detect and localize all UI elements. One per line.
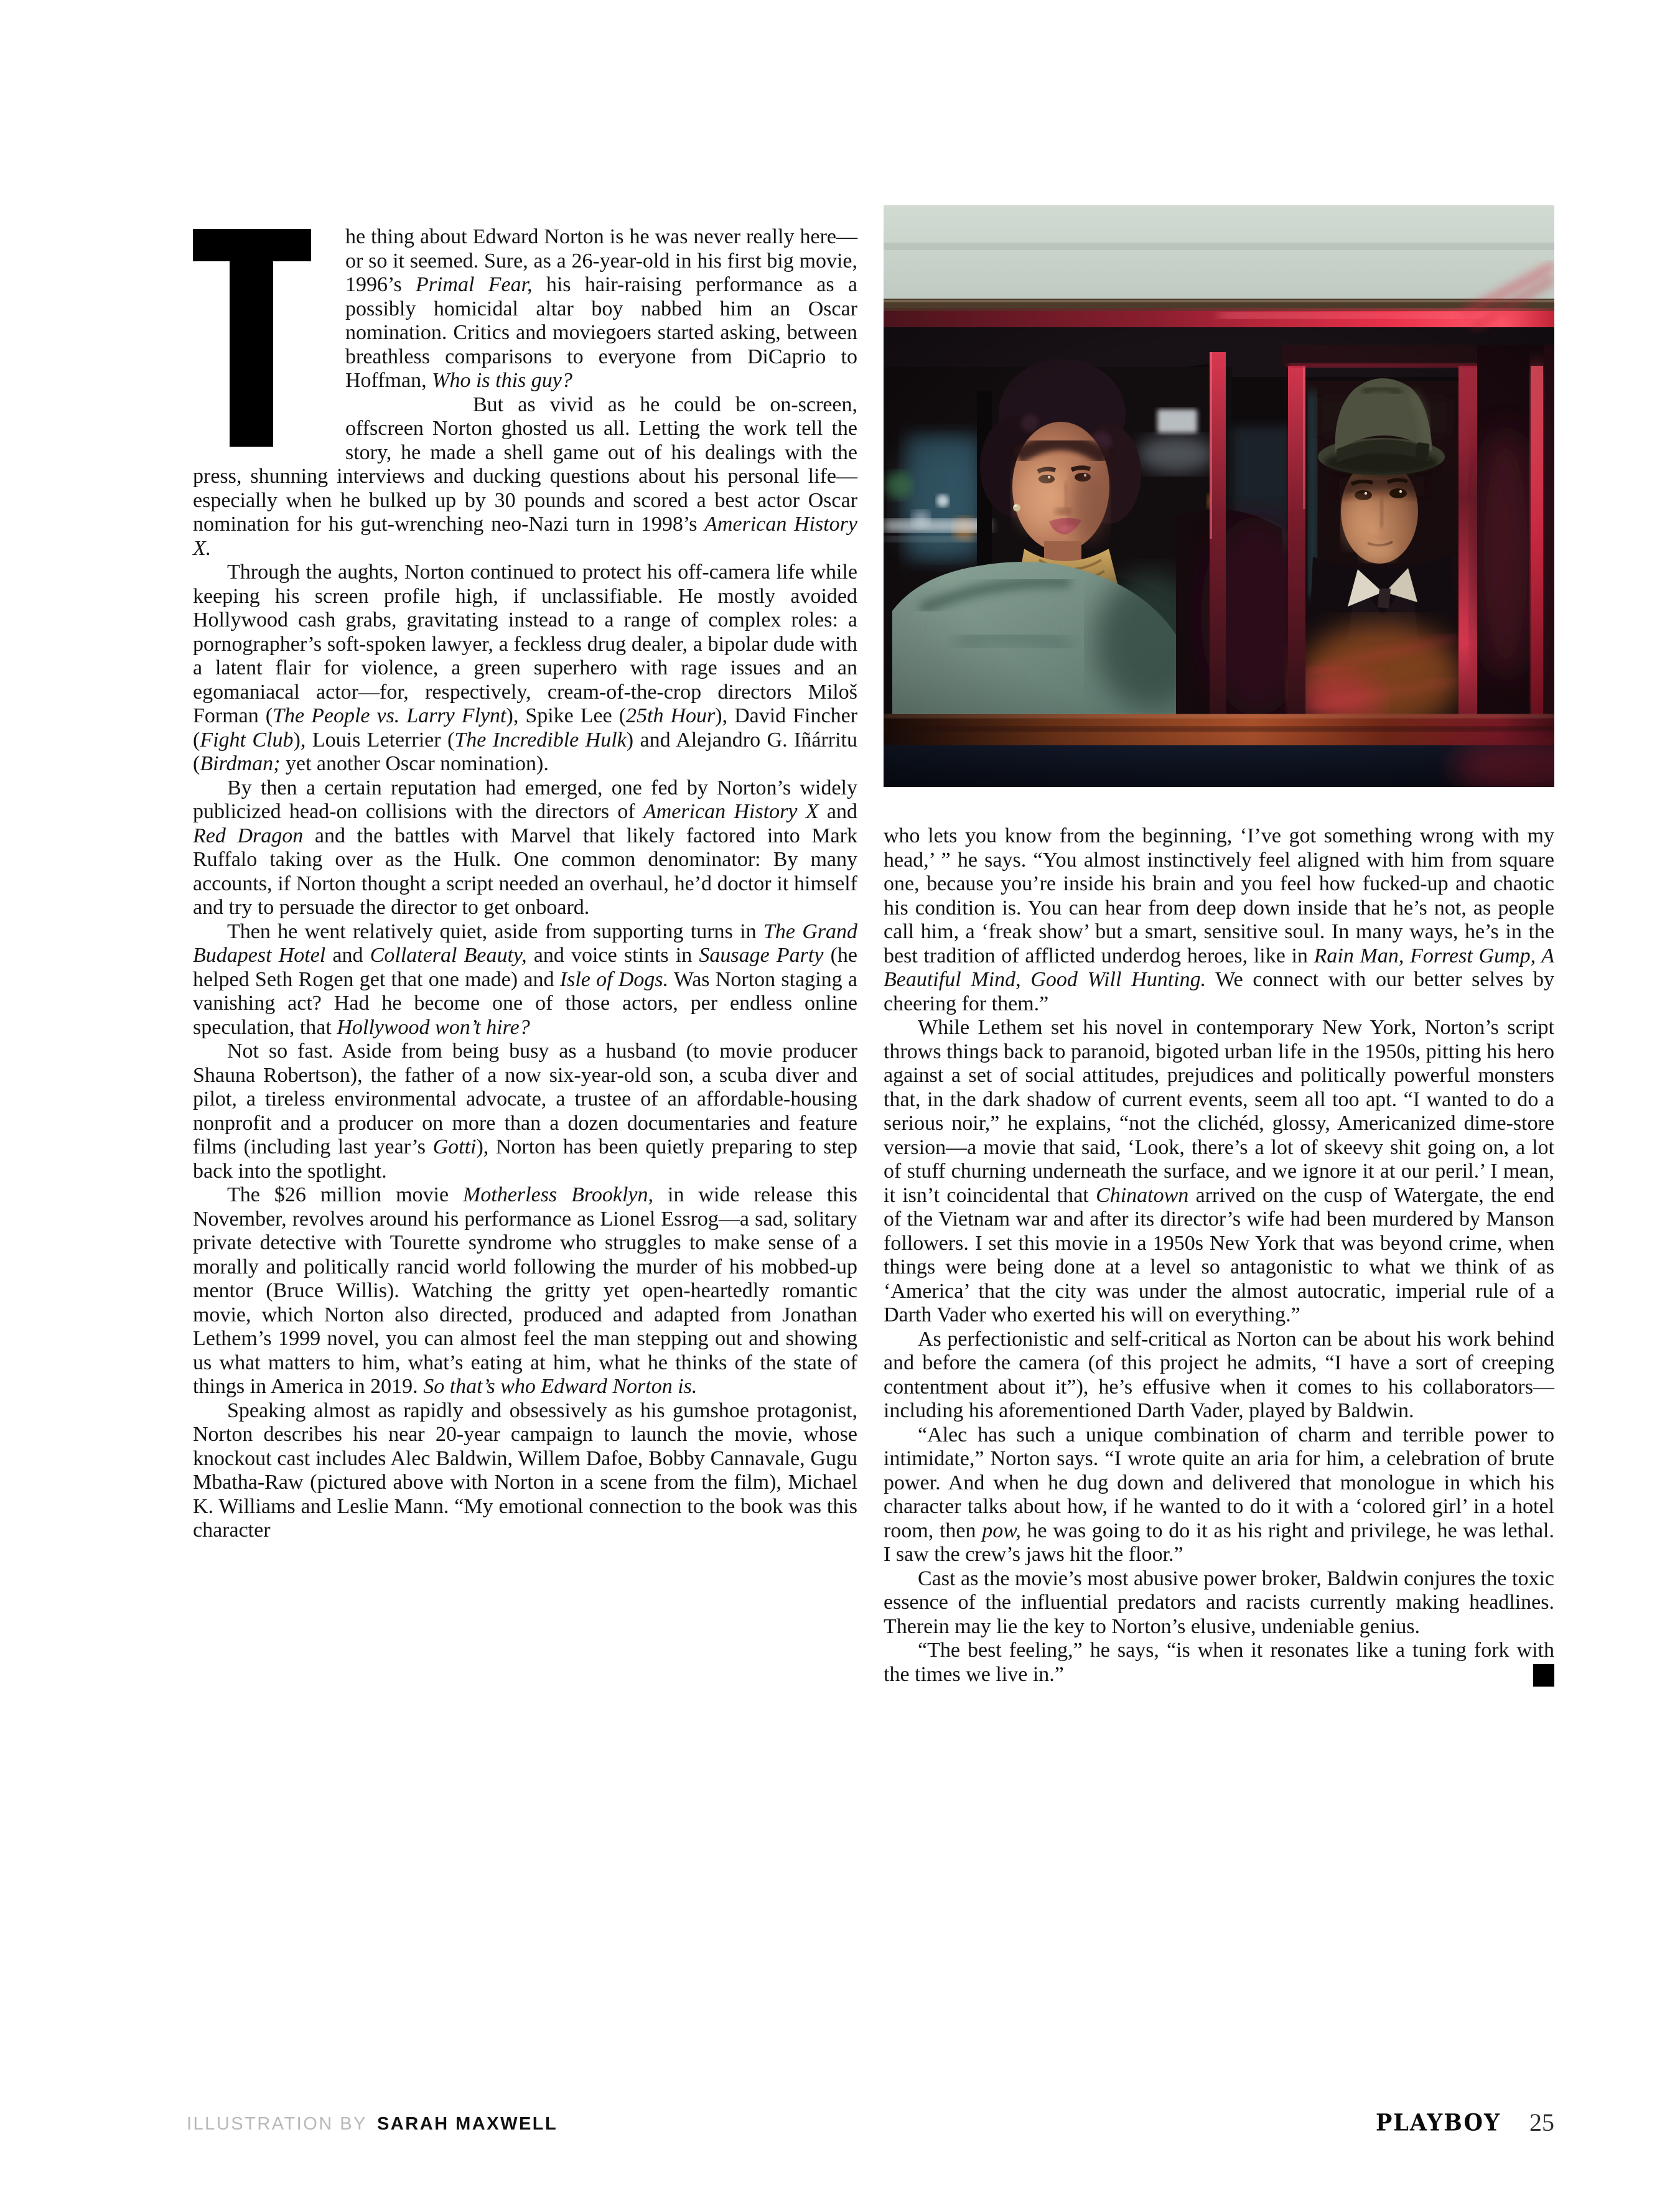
body-text: “Alec has such a unique combination of charm and terrible power to intimidate,” Norton says. “I wrote quite an aria for him, a celebration of brute power. And when he dug down and delivered that monologue in which his character talks about how, if he wanted to do it with a ‘colored girl’ in a hotel room, then [884,1423,1554,1542]
body-text: ), Norton has been quietly preparing to step back into the spotlight. [193,1135,857,1183]
paragraph [884,1328,1554,1423]
body-text: who lets you know from the beginning, ‘I’ve got something wrong with my head,’ ” he says. “You almost instinctively feel aligned with him from square one, because you’re inside his brain and you feel how fucked-up and chaotic his condition is. You can hear from deep down inside that he’s not, as people call him, a ‘freak show’ but a smart, sensitive soul. In many ways, he’s in the best tradition of afflicted underdog heroes, like in [884,824,1554,967]
body-text: ) and Alejandro G. Iñárritu ( [193,728,857,775]
paragraph [884,1016,1554,1328]
body-text: Speaking almost as rapidly and obsessively as his gumshoe protagonist, Norton describes his near 20-year campaign to launch the movie, whose knockout cast includes Alec Baldwin, Willem Dafoe, Bobby Cannavale, Gugu Mbatha-Raw (pictured above with Norton in a scene from the film), Michael K. Williams and Leslie Mann. “My emotional connection to the book was this character [193,1399,857,1542]
article-right-column [884,824,1554,1687]
body-text: “The best feeling,” he says, “is when it resonates like a tuning fork with the times we live in.” [884,1639,1554,1686]
body-text: Then he went relatively quiet, aside from supporting turns in [227,920,763,943]
body-text: We connect with our better selves by cheering for them.” [884,968,1554,1015]
paragraph [193,1040,857,1183]
body-text: (he helped Seth Rogen get that one made) and [193,944,858,991]
body-text: But as vivid as he could be on-screen, offscreen Norton ghosted us all. Letting the work tell the story, he made a shell game out of his dealings with the press, shunning interviews and ducking questions about his personal life—especially when he bulked up by 30 pounds and scored a best actor Oscar nomination for his gut-wrenching neo-Nazi turn in 1998’s [193,393,857,536]
body-text: By then a certain reputation had emerged, one fed by Norton’s widely publicized head-on collisions with the directors of [193,776,857,823]
drop-cap-stem [230,229,273,447]
italic-text: Motherless Brooklyn, [463,1183,653,1206]
paragraph [884,824,1554,1016]
paragraph [193,776,857,920]
magazine-logo: PLAYBOY [1375,2108,1501,2136]
body-text: Was Norton staging a vanishing act? Had he become one of those actors, per endless online speculation, that [193,967,857,1039]
page-number: 25 [1529,2108,1554,2136]
body-text: and voice stints in [526,944,699,967]
body-text: and [325,944,370,967]
body-text: Not so fast. Aside from being busy as a husband (to movie producer Shauna Robertson), the father of a now six-year-old son, a scuba diver and pilot, a tireless environmental advocate, a trustee of an affordable-housing nonprofit and a producer on more than a dozen documentaries and feature films (including last year’s [193,1040,857,1158]
italic-text: So that’s who Edward Norton is. [423,1375,698,1398]
italic-text: Chinatown [1096,1183,1189,1207]
italic-text: The People vs. Larry Flynt [273,704,506,727]
italic-text: Hollywood won’t hire? [337,1015,530,1039]
paragraph [884,1639,1554,1687]
body-text: and [818,800,858,823]
italic-text: Isle of Dogs. [559,967,669,991]
body-text: yet another Oscar nomination). [280,752,549,775]
italic-text: Gotti [432,1135,477,1158]
italic-text: Fight Club [200,728,294,752]
paragraph [884,1567,1554,1639]
body-text: arrived on the cusp of Watergate, the end of the Vietnam war and after its director’s wife had been murdered by Manson followers. I set this movie in a 1950s New York that was beyond crime, when things were being done at a level so antagonistic to what we think of as ‘America’ that the city was under the almost autocratic, imperial rule of a Darth Vader who exerted his will on everything.” [884,1183,1554,1326]
body-text: he was going to do it as his right and privilege, he was lethal. I saw the crew’s jaws hit the floor.” [884,1519,1554,1566]
body-text: As perfectionistic and self-critical as Norton can be about his work behind and before the camera (of this project he admits, “I have a sort of creeping contentment about it”), he’s effusive when it comes to his collaborators—including his aforementioned Darth Vader, played by Baldwin. [884,1327,1554,1422]
body-text: The $26 million movie [227,1183,464,1206]
italic-text: Sausage Party [699,944,824,967]
body-text: and the battles with Marvel that likely factored into Mark Ruffalo taking over as the Hulk. One common denominator: By many accounts, if Norton thought a script needed an overhaul, he’d doctor it himself and try to persuade the director to get onboard. [193,824,857,919]
italic-text: pow, [982,1519,1021,1542]
body-text: in wide release this November, revolves around his performance as Lionel Essrog—a sad, solitary private detective with Tourette syndrome who struggles to make sense of a morally and politically rancid world following the murder of his mobbed-up mentor (Bruce Willis). Watching the gritty yet open-heartedly romantic movie, which Norton also directed, produced and adapted from Jonathan Lethem’s 1999 novel, you can almost feel the man stepping out and showing us what matters to him, what’s eating at him, what he thinks of the state of things in America in 2019. [193,1183,857,1398]
paragraph [193,561,857,776]
italic-text: American History X [643,800,819,823]
italic-text: Rain Man, Forrest Gump, A Beautiful Mind, Good Will Hunting. [884,944,1554,991]
italic-text: Birdman; [200,752,281,775]
paragraph [884,1423,1554,1567]
italic-text: Red Dragon [193,824,304,847]
body-text: ), Louis Leterrier ( [293,728,455,752]
article-left-column [193,225,857,1543]
paragraph [193,1183,857,1399]
drop-cap [193,229,311,447]
italic-text: The Grand Budapest Hotel [193,920,857,967]
body-text: ), David Fincher ( [193,704,858,752]
credit-name: SARAH MAXWELL [376,2114,558,2134]
credit-label: ILLUSTRATION BY [187,2114,367,2134]
italic-text: Collateral Beauty, [370,944,527,967]
paragraph [193,1399,857,1543]
italic-text: Who is this guy? [432,369,572,392]
folio [1376,2108,1554,2137]
car-night-scene [884,205,1554,787]
italic-text: American History X. [193,513,857,560]
body-text: While Lethem set his novel in contemporary New York, Norton’s script throws things back to paranoid, bigoted urban life in the 1950s, pitting his hero against a set of social attitudes, prejudices and politically powerful monsters that, in the dark shadow of current events, seem all too apt. “I wanted to do a serious noir,” he explains, “not the clichéd, glossy, Americanized dime-store version—a movie that said, ‘Look, there’s a lot of skeevy shit going on, a lot of stuff churning underneath the surface, and we ignore it at our peril.’ I mean, it isn’t coincidental that [884,1016,1554,1207]
italic-text: Primal Fear, [415,273,533,296]
paragraph [193,920,857,1040]
italic-text: 25th Hour [626,704,716,727]
body-text: Through the aughts, Norton continued to protect his off-camera life while keeping his screen profile high, if unclassifiable. He mostly avoided Hollywood cash grabs, gravitating instead to a range of complex roles: a pornographer’s soft-spoken lawyer, a feckless drug dealer, a bipolar dude with a latent flair for violence, a green superhero with rage issues and an egomaniacal actor—for, respectively, cream-of-the-crop directors Miloš Forman ( [193,561,857,727]
illustration-credit [187,2114,558,2135]
body-text: his hair-raising performance as a possibly homicidal altar boy nabbed him an Oscar nomination. Critics and moviegoers started asking, between breathless comparisons to everyone from DiCaprio to Hoffman, [345,273,857,392]
body-text: Cast as the movie’s most abusive power broker, Baldwin conjures the toxic essence of the influential predators and racists currently making headlines. Therein may lie the key to Norton’s elusive, undeniable genius. [884,1567,1554,1638]
body-text: he thing about Edward Norton is he was never really here—or so it seemed. Sure, as a 26-year-old in his first big movie, 1996’s [345,225,857,296]
feature-photo [884,205,1554,787]
italic-text: The Incredible Hulk [454,728,627,752]
body-text: ), Spike Lee ( [506,704,627,727]
end-mark [1533,1664,1554,1687]
